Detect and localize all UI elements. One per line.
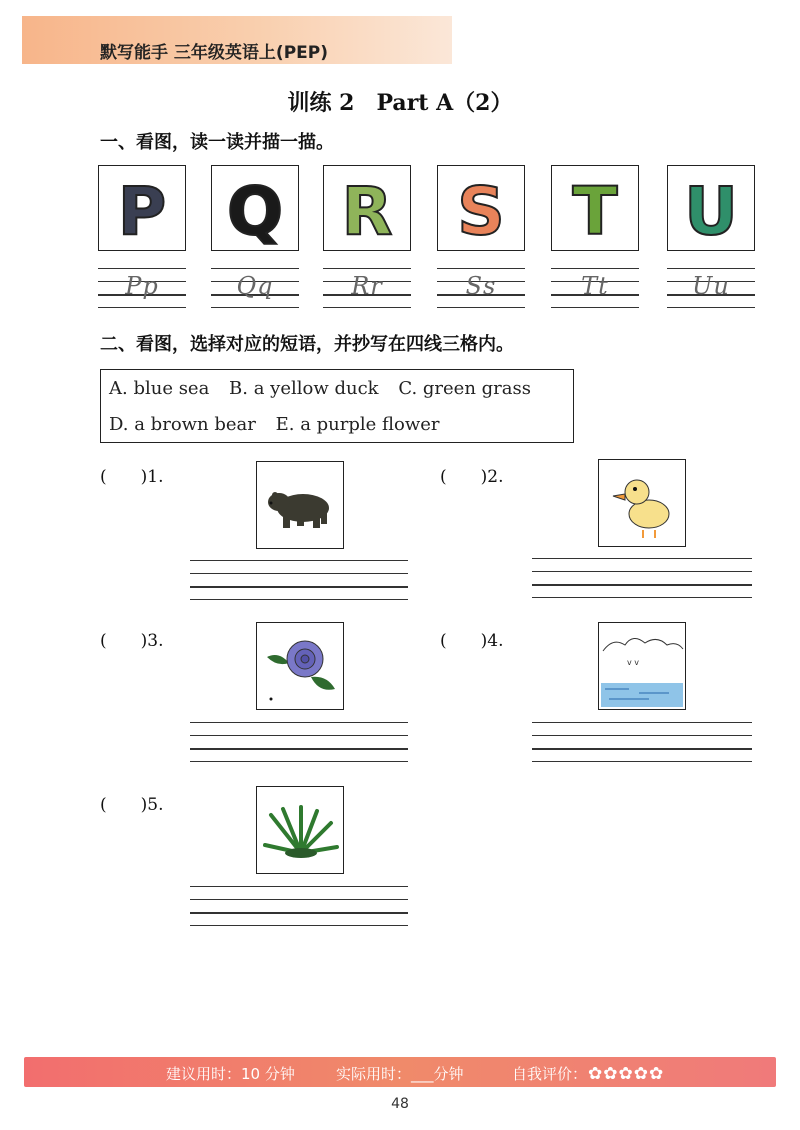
svg-text:R: R	[341, 173, 393, 250]
tracing-lines-u[interactable]	[667, 268, 755, 308]
svg-text:P: P	[117, 173, 167, 250]
letter-card-r	[323, 165, 411, 251]
question-2-label[interactable]: ( )2.	[440, 467, 504, 487]
options-box	[100, 369, 574, 443]
page-number: 48	[391, 1096, 409, 1112]
star-icon-1[interactable]: ✿	[588, 1064, 603, 1084]
writing-lines-4[interactable]	[532, 722, 752, 762]
actual-time[interactable]: 实际用时：___分钟	[336, 1065, 464, 1083]
tracing-letter-q: Qq	[236, 272, 274, 300]
tracing-letter-u: Uu	[692, 272, 730, 300]
question-1-label[interactable]: ( )1.	[100, 467, 164, 487]
sea-icon	[598, 622, 686, 710]
tracing-lines-p[interactable]	[98, 268, 186, 308]
svg-text:Q: Q	[226, 173, 284, 250]
self-evaluation	[512, 1063, 663, 1084]
svg-text:U: U	[684, 173, 738, 250]
svg-text:T: T	[572, 173, 618, 250]
grass-icon	[256, 786, 344, 874]
duck-icon	[598, 459, 686, 547]
option-b: B. a yellow duck	[229, 378, 379, 399]
self-eval-label: 自我评价：	[512, 1065, 588, 1083]
tracing-lines-r[interactable]	[323, 268, 411, 308]
tracing-letter-p: Pp	[125, 272, 159, 300]
option-a: A. blue sea	[109, 378, 210, 399]
tracing-letter-s: Ss	[465, 272, 497, 300]
section1-heading: 一、看图，读一读并描一描。	[100, 132, 334, 153]
page-title: 训练 2 Part A（2）	[287, 90, 513, 116]
tracing-letter-t: Tt	[581, 272, 609, 300]
letter-card-u	[667, 165, 755, 251]
bear-icon	[256, 461, 344, 549]
tracing-lines-s[interactable]	[437, 268, 525, 308]
section2-heading: 二、看图，选择对应的短语，并抄写在四线三格内。	[100, 334, 514, 355]
writing-lines-2[interactable]	[532, 558, 752, 598]
star-icon-4[interactable]: ✿	[633, 1064, 649, 1084]
tracing-lines-t[interactable]	[551, 268, 639, 308]
option-d: D. a brown bear	[109, 414, 256, 435]
question-5-label[interactable]: ( )5.	[100, 795, 164, 815]
star-icon-3[interactable]: ✿	[618, 1064, 633, 1084]
tracing-lines-q[interactable]	[211, 268, 299, 308]
options-row-1	[109, 378, 545, 399]
question-3-label[interactable]: ( )3.	[100, 631, 164, 651]
footer-bar	[24, 1057, 776, 1087]
option-c: C. green grass	[398, 378, 531, 399]
book-title: 默写能手 三年级英语上(PEP)	[100, 43, 328, 63]
letter-card-q	[211, 165, 299, 251]
tracing-letter-r: Rr	[351, 272, 383, 300]
star-icon-2[interactable]: ✿	[603, 1064, 618, 1084]
star-icon-5[interactable]: ✿	[649, 1064, 664, 1084]
letter-card-t	[551, 165, 639, 251]
question-4-label[interactable]: ( )4.	[440, 631, 504, 651]
writing-lines-3[interactable]	[190, 722, 408, 762]
letter-card-p	[98, 165, 186, 251]
svg-text:S: S	[457, 173, 505, 250]
writing-lines-5[interactable]	[190, 886, 408, 926]
flower-icon	[256, 622, 344, 710]
writing-lines-1[interactable]	[190, 560, 408, 600]
letter-card-s	[437, 165, 525, 251]
svg-text:v v: v v	[627, 658, 640, 667]
suggested-time: 建议用时：10 分钟	[166, 1065, 295, 1083]
option-e: E. a purple flower	[275, 414, 440, 435]
options-row-2	[109, 414, 454, 435]
